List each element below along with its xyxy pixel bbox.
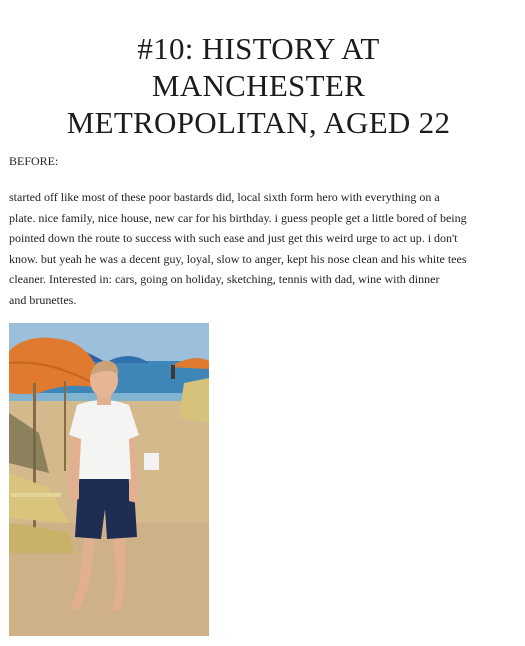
section-label-before: BEFORE: xyxy=(9,154,59,168)
description-line: cleaner. Interested in: cars, going on holiday, sketching, tennis with dad, wine with dinner xyxy=(9,272,440,286)
description-line: and brunettes. xyxy=(9,292,77,307)
description-line: know. but yeah he was a decent guy, loyal, slow to anger, kept his nose clean and his white tees xyxy=(9,251,467,266)
title-line-3: METROPOLITAN, AGED 22 xyxy=(66,105,451,140)
title-line-2: MANCHESTER xyxy=(151,68,366,103)
description-line: plate. nice family, nice house, new car for his birthday. i guess people get a little bored of being xyxy=(9,210,467,225)
description-line: started off like most of these poor bastards did, local sixth form hero with everything on a xyxy=(9,190,440,204)
title-line-1: #10: HISTORY AT xyxy=(137,31,380,66)
page-title xyxy=(0,30,517,141)
description-line: pointed down the route to success with such ease and just get this weird urge to act up. i don't xyxy=(9,231,458,245)
bucket xyxy=(144,453,159,470)
beach-photo xyxy=(9,323,209,636)
beach-photo-illustration xyxy=(9,323,209,636)
description-paragraph xyxy=(9,187,515,310)
